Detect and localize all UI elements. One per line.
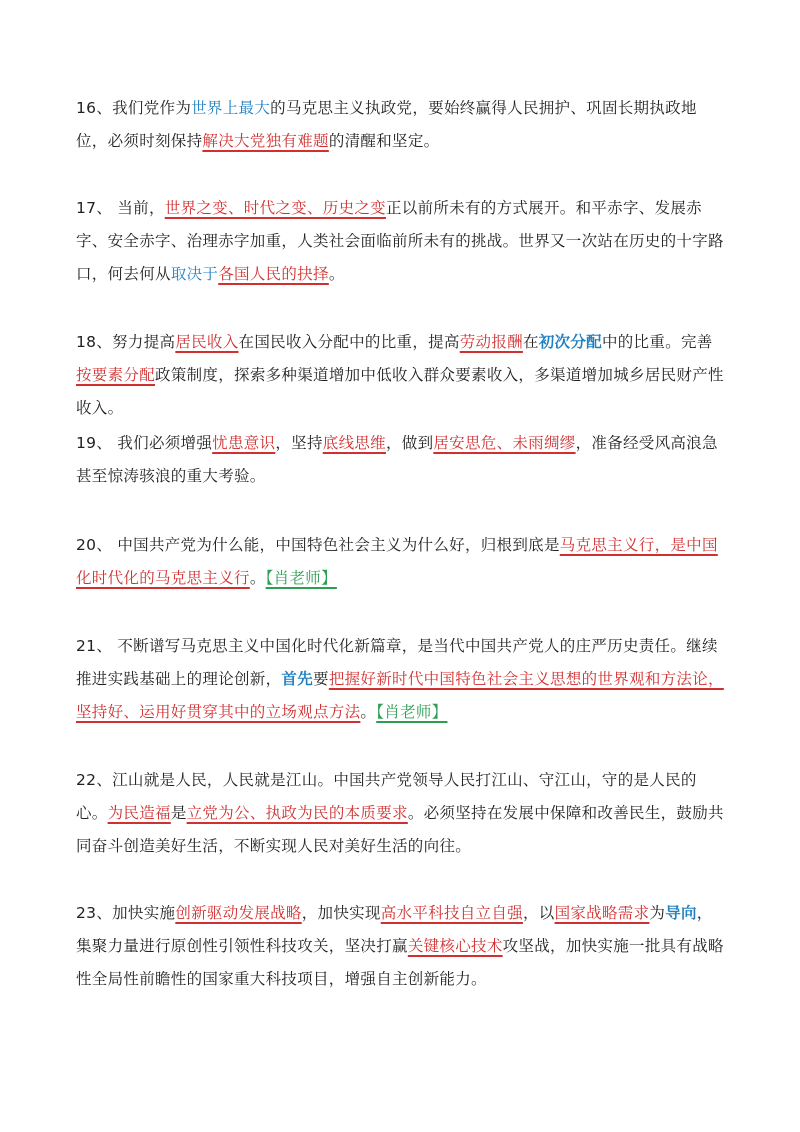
paragraph-23 bbox=[76, 897, 726, 996]
teacher-tag: 【肖老师】 bbox=[265, 569, 337, 587]
body-text: 18、努力提高 bbox=[76, 333, 176, 351]
red-underlined-keyphrase: 忧患意识 bbox=[212, 434, 276, 452]
red-underlined-keyphrase: 各国人民的抉择 bbox=[218, 265, 329, 283]
red-underlined-keyphrase: 为民造福 bbox=[107, 804, 171, 822]
body-text: ，坚持 bbox=[275, 434, 323, 452]
body-text: 的清醒和坚定。 bbox=[328, 132, 440, 150]
body-text: 17、 当前， bbox=[76, 199, 165, 217]
body-text: 在 bbox=[522, 333, 539, 351]
body-text: 为 bbox=[649, 904, 666, 922]
red-underlined-keyphrase: 按要素分配 bbox=[76, 366, 156, 384]
paragraph-18 bbox=[76, 326, 726, 425]
body-text: 。必须坚持在发展中保障和改善民生，鼓励共同奋斗创造美好生活，不断实现人民对美好生活的向往。 bbox=[76, 804, 724, 855]
paragraph-17 bbox=[76, 192, 726, 291]
body-text: 。 bbox=[249, 569, 266, 587]
red-underlined-keyphrase: 解决大党独有难题 bbox=[202, 132, 329, 150]
body-text: 16、我们党作为 bbox=[76, 99, 192, 117]
teacher-tag: 【肖老师】 bbox=[376, 703, 448, 721]
body-text: 政策制度，探索多种渠道增加中低收入群众要素收入，多渠道增加城乡居民财产性收入。 bbox=[76, 366, 724, 417]
body-text: 21、 不断谱写马克思主义中国化时代化新篇章，是当代中国共产党人的庄严历史责任。继续推进实践基础上的理论创新， bbox=[76, 637, 718, 688]
paragraph-22 bbox=[76, 764, 726, 863]
body-text: ，准备经受风高浪急甚至惊涛骇浪的重大考验。 bbox=[76, 434, 718, 485]
body-text: 。 bbox=[360, 703, 377, 721]
red-underlined-keyphrase: 居安思危、未雨绸缪 bbox=[433, 434, 576, 452]
body-text: 。 bbox=[328, 265, 345, 283]
paragraph-16 bbox=[76, 92, 726, 158]
red-underlined-keyphrase: 国家战略需求 bbox=[554, 904, 650, 922]
body-text: ，以 bbox=[522, 904, 555, 922]
bold-blue-keyword: 导向 bbox=[665, 904, 697, 922]
body-text: 22、江山就是人民，人民就是江山。中国共产党领导人民打江山、守江山，守的是人民的心。 bbox=[76, 771, 697, 822]
body-text: ，集聚力量进行原创性引领性科技攻关，坚决打赢 bbox=[76, 904, 713, 955]
red-underlined-keyphrase: 世界之变、时代之变、历史之变 bbox=[164, 199, 386, 217]
blue-highlight: 世界上最大 bbox=[191, 99, 271, 117]
body-text: 要 bbox=[313, 670, 329, 688]
body-text: ，加快实现 bbox=[301, 904, 381, 922]
paragraph-21 bbox=[76, 630, 726, 729]
body-text: 20、 中国共产党为什么能，中国特色社会主义为什么好，归根到底是 bbox=[76, 536, 560, 554]
body-text: ，做到 bbox=[385, 434, 434, 452]
red-underlined-keyphrase: 高水平科技自立自强 bbox=[380, 904, 523, 922]
blue-highlight: 取决于 bbox=[170, 265, 219, 283]
body-text: 在国民收入分配中的比重，提高 bbox=[238, 333, 460, 351]
body-text: 23、加快实施 bbox=[76, 904, 176, 922]
paragraph-20 bbox=[76, 529, 726, 595]
paragraph-19 bbox=[76, 427, 726, 493]
red-underlined-keyphrase: 劳动报酬 bbox=[459, 333, 523, 351]
red-underlined-keyphrase: 关键核心技术 bbox=[407, 937, 503, 955]
red-underlined-keyphrase: 立党为公、执政为民的本质要求 bbox=[186, 804, 408, 822]
bold-blue-keyword: 初次分配 bbox=[538, 333, 602, 351]
red-underlined-keyphrase: 创新驱动发展战略 bbox=[175, 904, 302, 922]
red-underlined-keyphrase: 底线思维 bbox=[322, 434, 386, 452]
red-underlined-keyphrase: 居民收入 bbox=[175, 333, 239, 351]
body-text: 攻坚战，加快实施一批具有战略性全局性前瞻性的国家重大科技项目，增强自主创新能力。 bbox=[76, 937, 724, 988]
body-text: 是 bbox=[170, 804, 187, 822]
red-underlined-keyphrase: 把握好新时代中国特色社会主义思想的世界观和方法论，坚持好、运用好贯穿其中的立场观点方法 bbox=[76, 670, 724, 721]
bold-blue-keyword: 首先 bbox=[281, 670, 314, 688]
red-underlined-keyphrase: 马克思主义行，是中国化时代化的马克思主义行 bbox=[76, 536, 718, 587]
body-text: 的马克思主义执政党，要始终赢得人民拥护、巩固长期执政地位，必须时刻保持 bbox=[76, 99, 697, 150]
body-text: 19、 我们必须增强 bbox=[76, 434, 213, 452]
body-text: 正以前所未有的方式展开。和平赤字、发展赤字、安全赤字、治理赤字加重，人类社会面临前所未有的挑战。世界又一次站在历史的十字路口，何去何从 bbox=[76, 199, 724, 283]
body-text: 中的比重。完善 bbox=[601, 333, 713, 351]
